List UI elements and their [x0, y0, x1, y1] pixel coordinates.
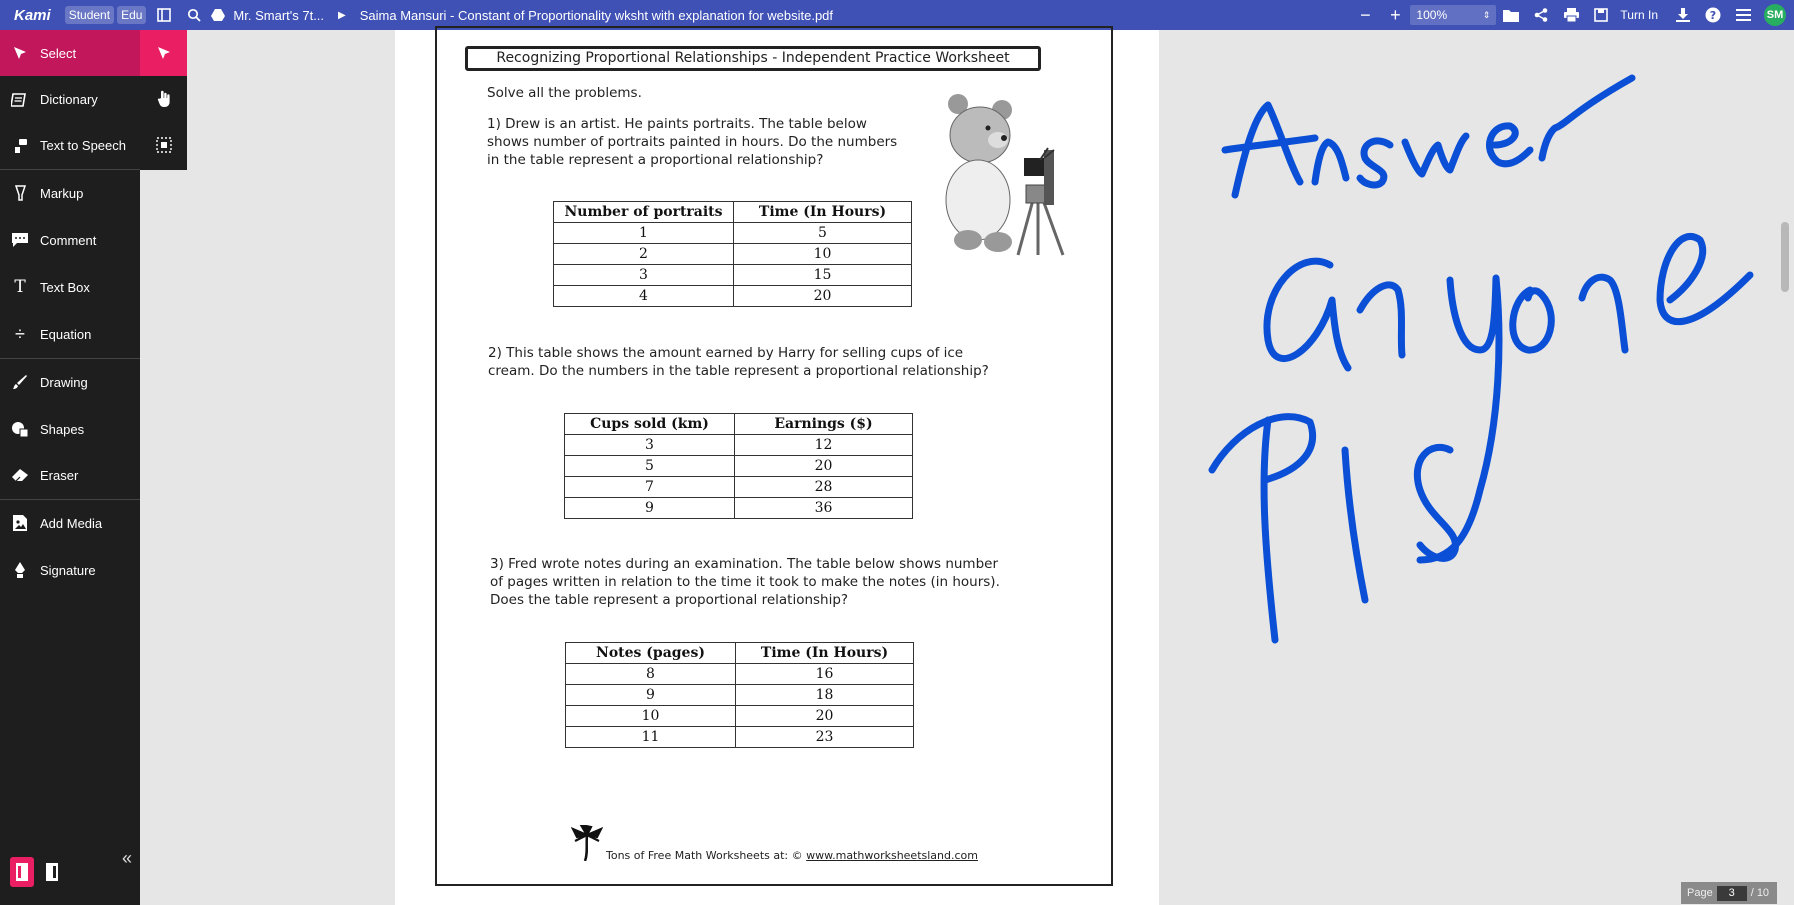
tool-signature[interactable] [0, 547, 140, 593]
question-line: shows number of portraits painted in hours. Do the numbers [487, 134, 898, 150]
column-header: Earnings ($) [735, 414, 913, 435]
table-row [554, 223, 912, 244]
table-header-row [565, 414, 913, 435]
table-cell: 16 [736, 664, 914, 685]
turn-in-button[interactable]: Turn In [1620, 8, 1658, 22]
select-tool-flyout [140, 30, 187, 170]
table-row [554, 265, 912, 286]
question-line: in the table represent a proportional relationship? [487, 152, 824, 168]
tool-label: Drawing [40, 374, 88, 390]
breadcrumb-folder[interactable]: Mr. Smart's 7t... [233, 7, 325, 23]
tool-comment[interactable] [0, 217, 140, 263]
table-cell: 20 [735, 456, 913, 477]
table-row [566, 685, 914, 706]
speech-icon [0, 137, 40, 153]
table-cell: 9 [565, 498, 735, 519]
question-line: 2) This table shows the amount earned by Harry for selling cups of ice [488, 345, 964, 361]
table-row [565, 435, 913, 456]
tool-text-to-speech[interactable] [0, 122, 140, 168]
footer-text: Tons of Free Math Worksheets at: © [606, 849, 803, 862]
user-avatar[interactable]: SM [1764, 4, 1786, 26]
layout-toggle [10, 857, 64, 887]
brush-icon [0, 374, 40, 390]
worksheet-instruction: Solve all the problems. [487, 85, 642, 101]
tool-sidebar [0, 30, 140, 905]
table-cell: 10 [734, 244, 912, 265]
tool-shapes[interactable] [0, 406, 140, 452]
highlighter-icon [0, 185, 40, 201]
tool-label: Add Media [40, 515, 103, 531]
table-row [554, 244, 912, 265]
tool-add-media[interactable] [0, 500, 140, 546]
tool-label: Comment [40, 232, 97, 248]
marquee-icon [156, 137, 172, 153]
question-3 [490, 555, 1000, 609]
table-notes [565, 642, 914, 748]
table-cell: 8 [566, 664, 736, 685]
table-cell: 11 [566, 727, 736, 748]
search-icon[interactable] [179, 0, 209, 30]
dual-page-layout-button[interactable] [40, 857, 64, 887]
table-cups-sold [564, 413, 913, 519]
tool-label: Eraser [40, 467, 79, 483]
table-cell: 23 [736, 727, 914, 748]
question-line: of pages written in relation to the time it took to make the notes (in hours). [490, 574, 1000, 590]
zoom-in-icon[interactable]: + [1390, 4, 1401, 25]
zoom-out-icon[interactable]: − [1360, 4, 1371, 25]
book-icon [0, 92, 40, 107]
vertical-scrollbar[interactable] [1781, 222, 1789, 292]
edu-badge: Edu [117, 6, 146, 24]
table-row [565, 498, 913, 519]
table-cell: 12 [735, 435, 913, 456]
table-row [566, 664, 914, 685]
media-icon [0, 514, 40, 532]
menu-icon[interactable] [1728, 0, 1758, 30]
tool-label: Markup [40, 185, 84, 201]
table-header-row [554, 202, 912, 223]
kami-logo: Kami [14, 6, 51, 24]
tool-label: Signature [40, 562, 96, 578]
table-row [566, 727, 914, 748]
worksheet-title: Recognizing Proportional Relationships - Independent Practice Worksheet [465, 46, 1041, 71]
download-icon[interactable] [1668, 0, 1698, 30]
zoom-value: 100% [1416, 8, 1448, 22]
bear-painter-illustration [938, 90, 1078, 260]
page-indicator [1681, 882, 1777, 904]
tool-eraser[interactable] [0, 452, 140, 498]
student-badge: Student [65, 6, 114, 24]
area-select-button[interactable] [140, 122, 187, 168]
tool-text-box[interactable] [0, 264, 140, 310]
table-row [566, 706, 914, 727]
table-cell: 36 [735, 498, 913, 519]
text-icon: T [14, 277, 26, 297]
page-number-input[interactable]: 3 [1717, 886, 1747, 901]
folder-open-icon[interactable] [1496, 0, 1526, 30]
ink-word-anyone [1267, 236, 1750, 560]
pen-nib-icon [0, 561, 40, 579]
palm-tree-icon [571, 825, 603, 861]
table-row [565, 477, 913, 498]
table-cell: 5 [565, 456, 735, 477]
hand-mode-button[interactable] [140, 76, 187, 122]
share-icon[interactable] [1526, 0, 1556, 30]
save-icon[interactable] [1586, 0, 1616, 30]
drive-icon [209, 0, 227, 30]
table-row [565, 456, 913, 477]
tool-select[interactable] [0, 30, 140, 76]
table-cell: 9 [566, 685, 736, 706]
handwritten-annotation [1150, 50, 1770, 650]
tool-label: Select [40, 45, 77, 61]
comment-icon [0, 232, 40, 248]
tool-markup[interactable] [0, 170, 140, 216]
table-cell: 18 [736, 685, 914, 706]
column-header: Number of portraits [554, 202, 734, 223]
breadcrumb-chevron-icon: ▶ [338, 9, 346, 21]
shapes-icon [0, 421, 40, 437]
table-cell: 4 [554, 286, 734, 307]
question-1 [487, 115, 897, 169]
zoom-select[interactable] [1410, 5, 1496, 25]
table-cell: 7 [565, 477, 735, 498]
table-header-row [566, 643, 914, 664]
table-cell: 1 [554, 223, 734, 244]
table-cell: 20 [734, 286, 912, 307]
column-header: Notes (pages) [566, 643, 736, 664]
hand-icon [156, 90, 172, 108]
cursor-icon [0, 46, 40, 60]
table-cell: 15 [734, 265, 912, 286]
table-cell: 5 [734, 223, 912, 244]
eraser-icon [0, 468, 40, 482]
pointer-mode-button[interactable] [140, 30, 187, 76]
table-row [554, 286, 912, 307]
table-cell: 28 [735, 477, 913, 498]
question-line: 1) Drew is an artist. He paints portraits. The table below [487, 116, 867, 132]
pdf-page[interactable] [395, 30, 1159, 905]
ink-word-pls [1212, 417, 1456, 640]
table-cell: 20 [736, 706, 914, 727]
ink-word-answer [1225, 78, 1632, 195]
svg-text:?: ? [1709, 9, 1717, 22]
tool-label: Equation [40, 326, 92, 342]
question-line: Does the table represent a proportional relationship? [490, 592, 849, 608]
column-header: Time (In Hours) [734, 202, 912, 223]
divide-icon: ÷ [15, 323, 25, 344]
collapse-sidebar-icon[interactable]: « [121, 848, 132, 868]
print-icon[interactable] [1556, 0, 1586, 30]
table-cell: 3 [565, 435, 735, 456]
tool-label: Dictionary [40, 91, 98, 107]
tool-label: Text Box [40, 279, 90, 295]
document-title: Saima Mansuri - Constant of Proportionality wksht with explanation for website.pdf [359, 7, 834, 23]
column-header: Time (In Hours) [736, 643, 914, 664]
sidebar-toggle-icon[interactable] [149, 0, 179, 30]
tool-dictionary[interactable] [0, 76, 140, 122]
question-line: cream. Do the numbers in the table represent a proportional relationship? [488, 363, 989, 379]
help-icon[interactable] [1698, 0, 1728, 30]
page-total: / 10 [1750, 887, 1770, 899]
worksheet-footer [606, 849, 978, 863]
tool-equation[interactable] [0, 311, 140, 357]
single-page-layout-button[interactable] [10, 857, 34, 887]
table-cell: 2 [554, 244, 734, 265]
updown-icon: ⇕ [1482, 9, 1491, 20]
question-line: 3) Fred wrote notes during an examination. The table below shows number [490, 556, 999, 572]
question-2 [488, 344, 989, 380]
cursor-icon [156, 45, 172, 61]
table-cell: 3 [554, 265, 734, 286]
tool-label: Shapes [40, 421, 85, 437]
table-cell: 10 [566, 706, 736, 727]
footer-link[interactable]: www.mathworksheetsland.com [806, 849, 978, 862]
tool-label: Text to Speech [40, 137, 126, 153]
table-portraits [553, 201, 912, 307]
page-label: Page [1687, 887, 1713, 899]
tool-drawing[interactable] [0, 359, 140, 405]
column-header: Cups sold (km) [565, 414, 735, 435]
